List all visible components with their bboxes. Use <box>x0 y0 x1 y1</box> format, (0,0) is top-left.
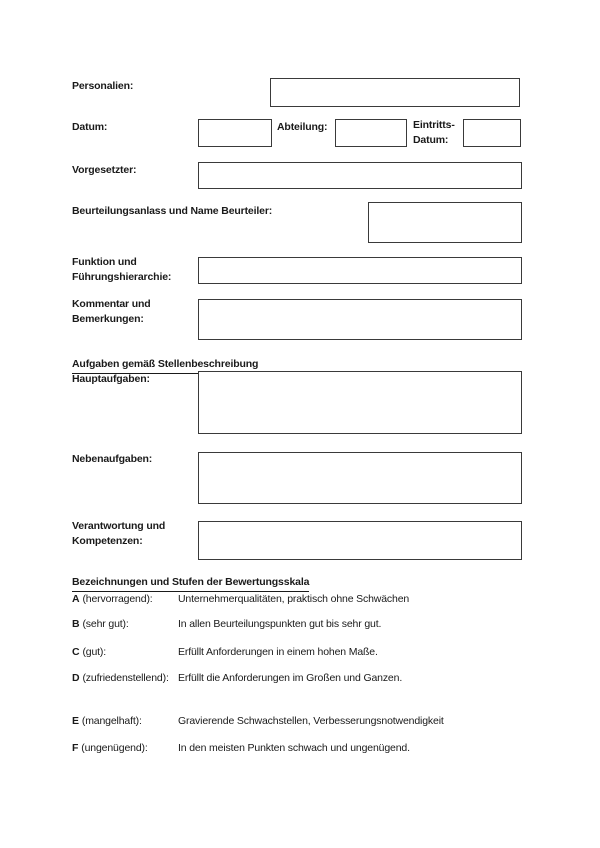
personalien-input[interactable] <box>270 78 520 107</box>
beurteilungsanlass-input[interactable] <box>368 202 522 243</box>
kommentar-label: Kommentar und Bemerkungen: <box>72 298 151 325</box>
rating-label-a <box>72 592 178 607</box>
rating-description-b: In allen Beurteilungspunkten gut bis sehr gut. <box>178 618 382 630</box>
bewertungsskala-heading: Bezeichnungen und Stufen der Bewertungsskala <box>72 575 309 592</box>
rating-row-a <box>72 592 532 607</box>
rating-row-c <box>72 645 532 660</box>
hauptaufgaben-label: Hauptaufgaben: <box>72 373 150 385</box>
nebenaufgaben-input[interactable] <box>198 452 522 504</box>
abteilung-label: Abteilung: <box>277 121 328 133</box>
verantwortung-input[interactable] <box>198 521 522 560</box>
rating-label-b <box>72 617 178 632</box>
hauptaufgaben-input[interactable] <box>198 371 522 434</box>
rating-description-c: Erfüllt Anforderungen in einem hohen Maße. <box>178 646 378 658</box>
rating-label-c <box>72 645 178 660</box>
rating-qualifier-e: (mangelhaft): <box>81 715 142 727</box>
nebenaufgaben-label: Nebenaufgaben: <box>72 453 153 465</box>
rating-qualifier-d: (zufriedenstellend): <box>82 672 169 684</box>
personalien-label: Personalien: <box>72 80 134 92</box>
rating-description-a: Unternehmerqualitäten, praktisch ohne Schwächen <box>178 593 410 605</box>
rating-row-d <box>72 671 532 686</box>
vorgesetzter-input[interactable] <box>198 162 522 189</box>
eintritts-datum-label: Eintritts-Datum: <box>413 119 455 146</box>
datum-input[interactable] <box>198 119 272 147</box>
rating-description-d: Erfüllt die Anforderungen im Großen und Ganzen. <box>178 672 403 684</box>
rating-letter-d: D <box>72 672 80 684</box>
beurteilungsanlass-label: Beurteilungsanlass und Name Beurteiler: <box>72 205 273 217</box>
rating-qualifier-a: (hervorragend): <box>82 593 153 605</box>
abteilung-input[interactable] <box>335 119 407 147</box>
rating-row-f <box>72 741 532 756</box>
rating-description-f: In den meisten Punkten schwach und ungenügend. <box>178 742 410 754</box>
eintritts-datum-input[interactable] <box>463 119 521 147</box>
rating-label-f <box>72 741 178 756</box>
rating-letter-f: F <box>72 742 79 754</box>
rating-letter-b: B <box>72 618 80 630</box>
rating-qualifier-b: (sehr gut): <box>82 618 129 630</box>
funktion-input[interactable] <box>198 257 522 284</box>
rating-letter-a: A <box>72 593 80 605</box>
kommentar-input[interactable] <box>198 299 522 340</box>
verantwortung-label: Verantwortung und Kompetenzen: <box>72 520 166 547</box>
datum-label: Datum: <box>72 121 108 133</box>
rating-description-e: Gravierende Schwachstellen, Verbesserungsnotwendigkeit <box>178 715 444 727</box>
funktion-label: Funktion und Führungshierarchie: <box>72 256 172 283</box>
rating-letter-c: C <box>72 646 80 658</box>
rating-label-e <box>72 714 178 729</box>
aufgaben-section-heading: Aufgaben gemäß Stellenbeschreibung <box>72 357 258 374</box>
rating-row-b <box>72 617 532 632</box>
rating-letter-e: E <box>72 715 79 727</box>
rating-qualifier-f: (ungenügend): <box>81 742 148 754</box>
rating-qualifier-c: (gut): <box>82 646 107 658</box>
rating-row-e <box>72 714 532 729</box>
vorgesetzter-label: Vorgesetzter: <box>72 164 137 176</box>
rating-label-d <box>72 671 178 686</box>
